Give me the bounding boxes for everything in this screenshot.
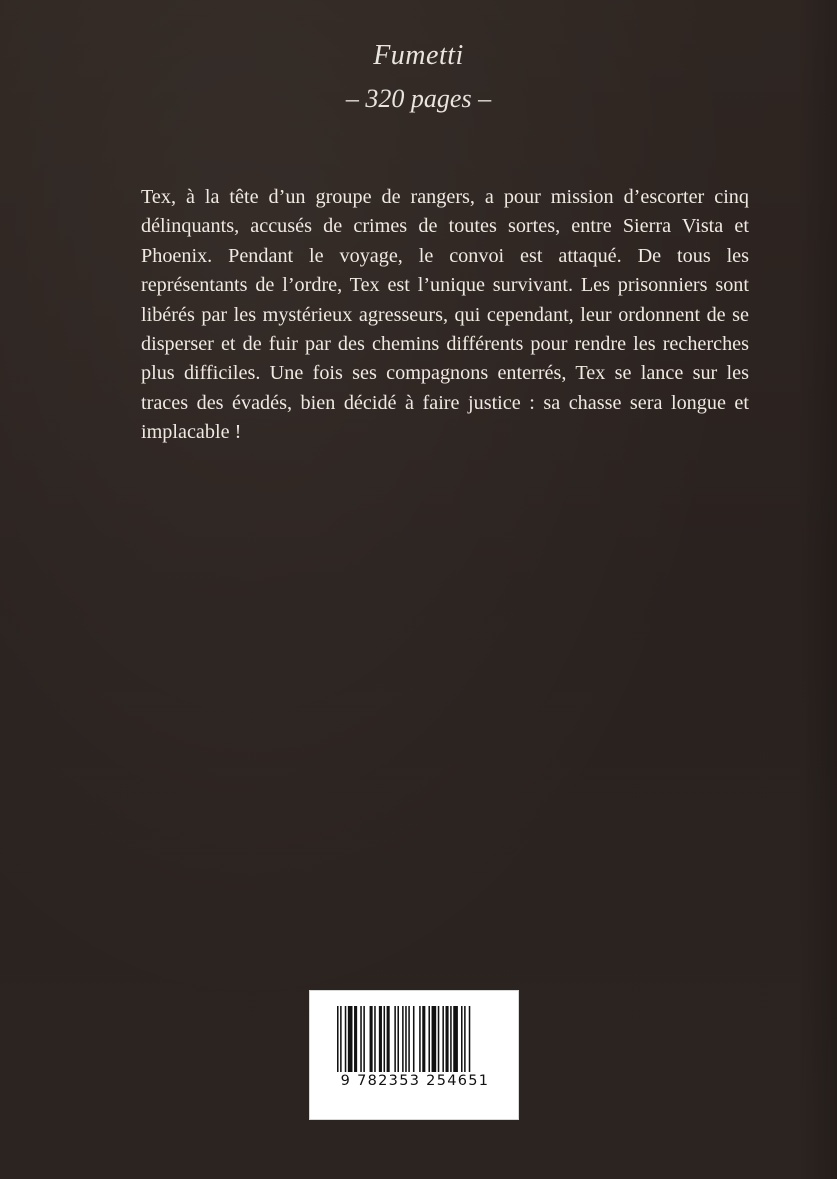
page-count: – 320 pages –: [345, 84, 492, 113]
synopsis-text: Tex, à la tête d’un groupe de rangers, a pour mission d’escorter cinq délinquants, accusés de crimes de toutes sortes, entre Sierra Vista et Phoenix. Pendant le voyage, le convoi est attaqué. De tous les représentants de l’ordre, Tex est l’unique survivant. Les prisonniers sont libérés par les mystérieux agresseurs, qui cependant, leur ordonnent de se disperser et de fuir par des chemins différents pour rendre les recherches plus difficiles. Une fois ses compagnons enterrés, Tex se lance sur les traces des évadés, bien décidé à faire justice : sa chasse sera longue et implacable !: [141, 186, 749, 444]
barcode-label: [309, 990, 519, 1120]
series-title: Fumetti: [373, 40, 464, 71]
barcode-icon: [337, 1006, 493, 1072]
isbn-number: 9 782353 254651: [340, 1073, 490, 1089]
